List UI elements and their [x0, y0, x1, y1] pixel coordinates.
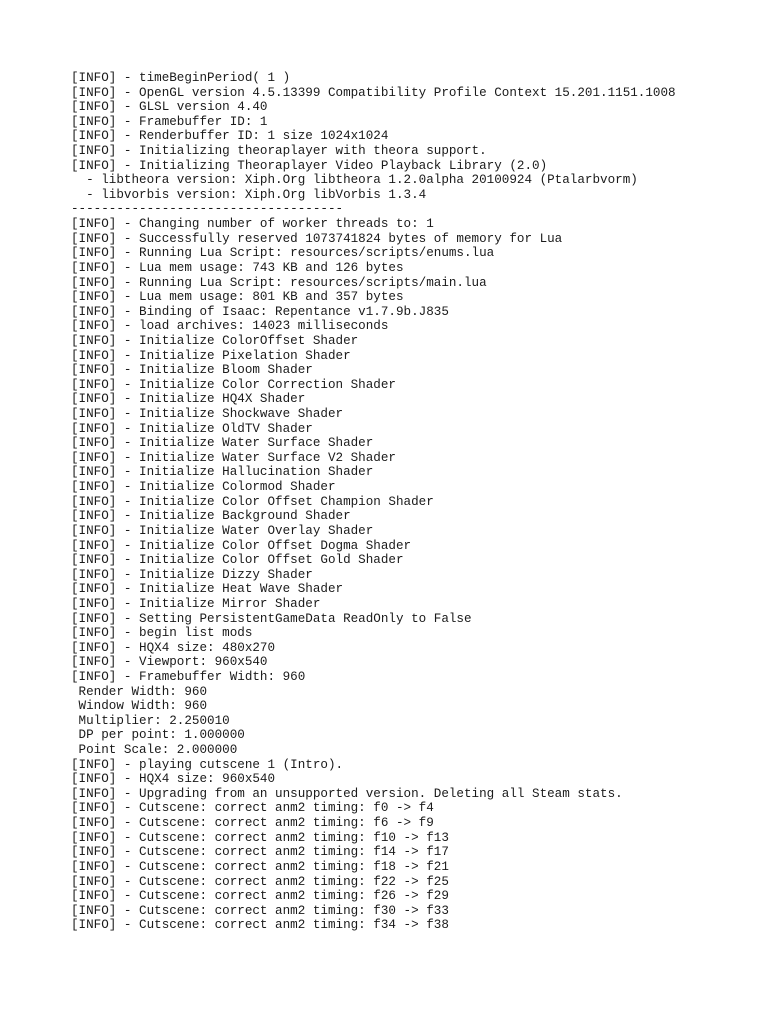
- log-line: [INFO] - HQX4 size: 960x540: [71, 772, 276, 787]
- log-line: [INFO] - Cutscene: correct anm2 timing: f0 -> f4: [71, 801, 434, 816]
- log-line: [INFO] - Successfully reserved 1073741824 bytes of memory for Lua: [71, 231, 563, 246]
- log-line: [INFO] - Framebuffer ID: 1: [71, 114, 268, 129]
- log-line: [INFO] - Initialize Bloom Shader: [71, 363, 313, 378]
- log-line: [INFO] - Initialize ColorOffset Shader: [71, 333, 359, 348]
- log-line: [INFO] - Initialize Hallucination Shader: [71, 465, 374, 480]
- log-line: [INFO] - Initialize Water Overlay Shader: [71, 523, 374, 538]
- log-line: [INFO] - GLSL version 4.40: [71, 100, 268, 115]
- log-line: Render Width: 960: [71, 684, 208, 699]
- log-line: [INFO] - Upgrading from an unsupported version. Deleting all Steam stats.: [71, 786, 623, 801]
- log-line: - libvorbis version: Xiph.Org libVorbis 1.3.4: [71, 187, 427, 202]
- log-line: [INFO] - Running Lua Script: resources/scripts/enums.lua: [71, 246, 495, 261]
- log-line: [INFO] - Cutscene: correct anm2 timing: f14 -> f17: [71, 845, 449, 860]
- log-line: [INFO] - Lua mem usage: 801 KB and 357 bytes: [71, 290, 404, 305]
- log-line: [INFO] - Cutscene: correct anm2 timing: f34 -> f38: [71, 918, 449, 933]
- log-line: [INFO] - Initializing Theoraplayer Video Playback Library (2.0): [71, 158, 548, 173]
- log-line: [INFO] - Initialize Heat Wave Shader: [71, 582, 344, 597]
- log-line: [INFO] - Initialize Dizzy Shader: [71, 567, 313, 582]
- log-line: [INFO] - Initialize Color Offset Champion Shader: [71, 494, 434, 509]
- log-line: [INFO] - Initialize Mirror Shader: [71, 596, 321, 611]
- log-line: Multiplier: 2.250010: [71, 713, 230, 728]
- log-line: [INFO] - Initializing theoraplayer with theora support.: [71, 144, 487, 159]
- log-line: DP per point: 1.000000: [71, 728, 245, 743]
- log-line: [INFO] - Binding of Isaac: Repentance v1.7.9b.J835: [71, 304, 449, 319]
- log-line: [INFO] - Initialize Shockwave Shader: [71, 407, 344, 422]
- log-line: [INFO] - Cutscene: correct anm2 timing: f26 -> f29: [71, 889, 449, 904]
- log-line: [INFO] - begin list mods: [71, 626, 253, 641]
- log-text: [71, 71, 761, 933]
- log-line: [INFO] - Initialize Water Surface Shader: [71, 436, 374, 451]
- log-line: Point Scale: 2.000000: [71, 743, 238, 758]
- log-line: [INFO] - Cutscene: correct anm2 timing: f10 -> f13: [71, 830, 449, 845]
- log-line: [INFO] - OpenGL version 4.5.13399 Compatibility Profile Context 15.201.1151.1008: [71, 85, 676, 100]
- log-line: [INFO] - load archives: 14023 milliseconds: [71, 319, 389, 334]
- log-line: Window Width: 960: [71, 699, 208, 714]
- log-line: [INFO] - Initialize HQ4X Shader: [71, 392, 306, 407]
- log-line: [INFO] - Initialize Colormod Shader: [71, 480, 336, 495]
- log-line: [INFO] - Lua mem usage: 743 KB and 126 bytes: [71, 260, 404, 275]
- log-line: [INFO] - Initialize Color Correction Shader: [71, 377, 396, 392]
- log-line: [INFO] - timeBeginPeriod( 1 ): [71, 71, 291, 85]
- log-line: [INFO] - Cutscene: correct anm2 timing: f30 -> f33: [71, 903, 449, 918]
- log-line: [INFO] - Cutscene: correct anm2 timing: f18 -> f21: [71, 859, 449, 874]
- log-line: [INFO] - Renderbuffer ID: 1 size 1024x1024: [71, 129, 389, 144]
- log-line: [INFO] - Initialize OldTV Shader: [71, 421, 313, 436]
- log-line: [INFO] - HQX4 size: 480x270: [71, 640, 276, 655]
- log-line: [INFO] - Initialize Color Offset Dogma Shader: [71, 538, 412, 553]
- log-line: [INFO] - Initialize Background Shader: [71, 509, 351, 524]
- log-line: [INFO] - Framebuffer Width: 960: [71, 669, 306, 684]
- log-line: [INFO] - Initialize Color Offset Gold Shader: [71, 553, 404, 568]
- log-line: [INFO] - Viewport: 960x540: [71, 655, 268, 670]
- log-line: [INFO] - Initialize Water Surface V2 Shader: [71, 450, 396, 465]
- log-line: [INFO] - Running Lua Script: resources/scripts/main.lua: [71, 275, 487, 290]
- log-line: [INFO] - Setting PersistentGameData ReadOnly to False: [71, 611, 472, 626]
- log-line: - libtheora version: Xiph.Org libtheora 1.2.0alpha 20100924 (Ptalarbvorm): [71, 173, 638, 188]
- log-line: [INFO] - Cutscene: correct anm2 timing: f22 -> f25: [71, 874, 449, 889]
- log-line: ------------------------------------: [71, 202, 344, 217]
- log-line: [INFO] - Cutscene: correct anm2 timing: f6 -> f9: [71, 816, 434, 831]
- log-line: [INFO] - Initialize Pixelation Shader: [71, 348, 351, 363]
- log-line: [INFO] - playing cutscene 1 (Intro).: [71, 757, 344, 772]
- log-line: [INFO] - Changing number of worker threads to: 1: [71, 217, 434, 232]
